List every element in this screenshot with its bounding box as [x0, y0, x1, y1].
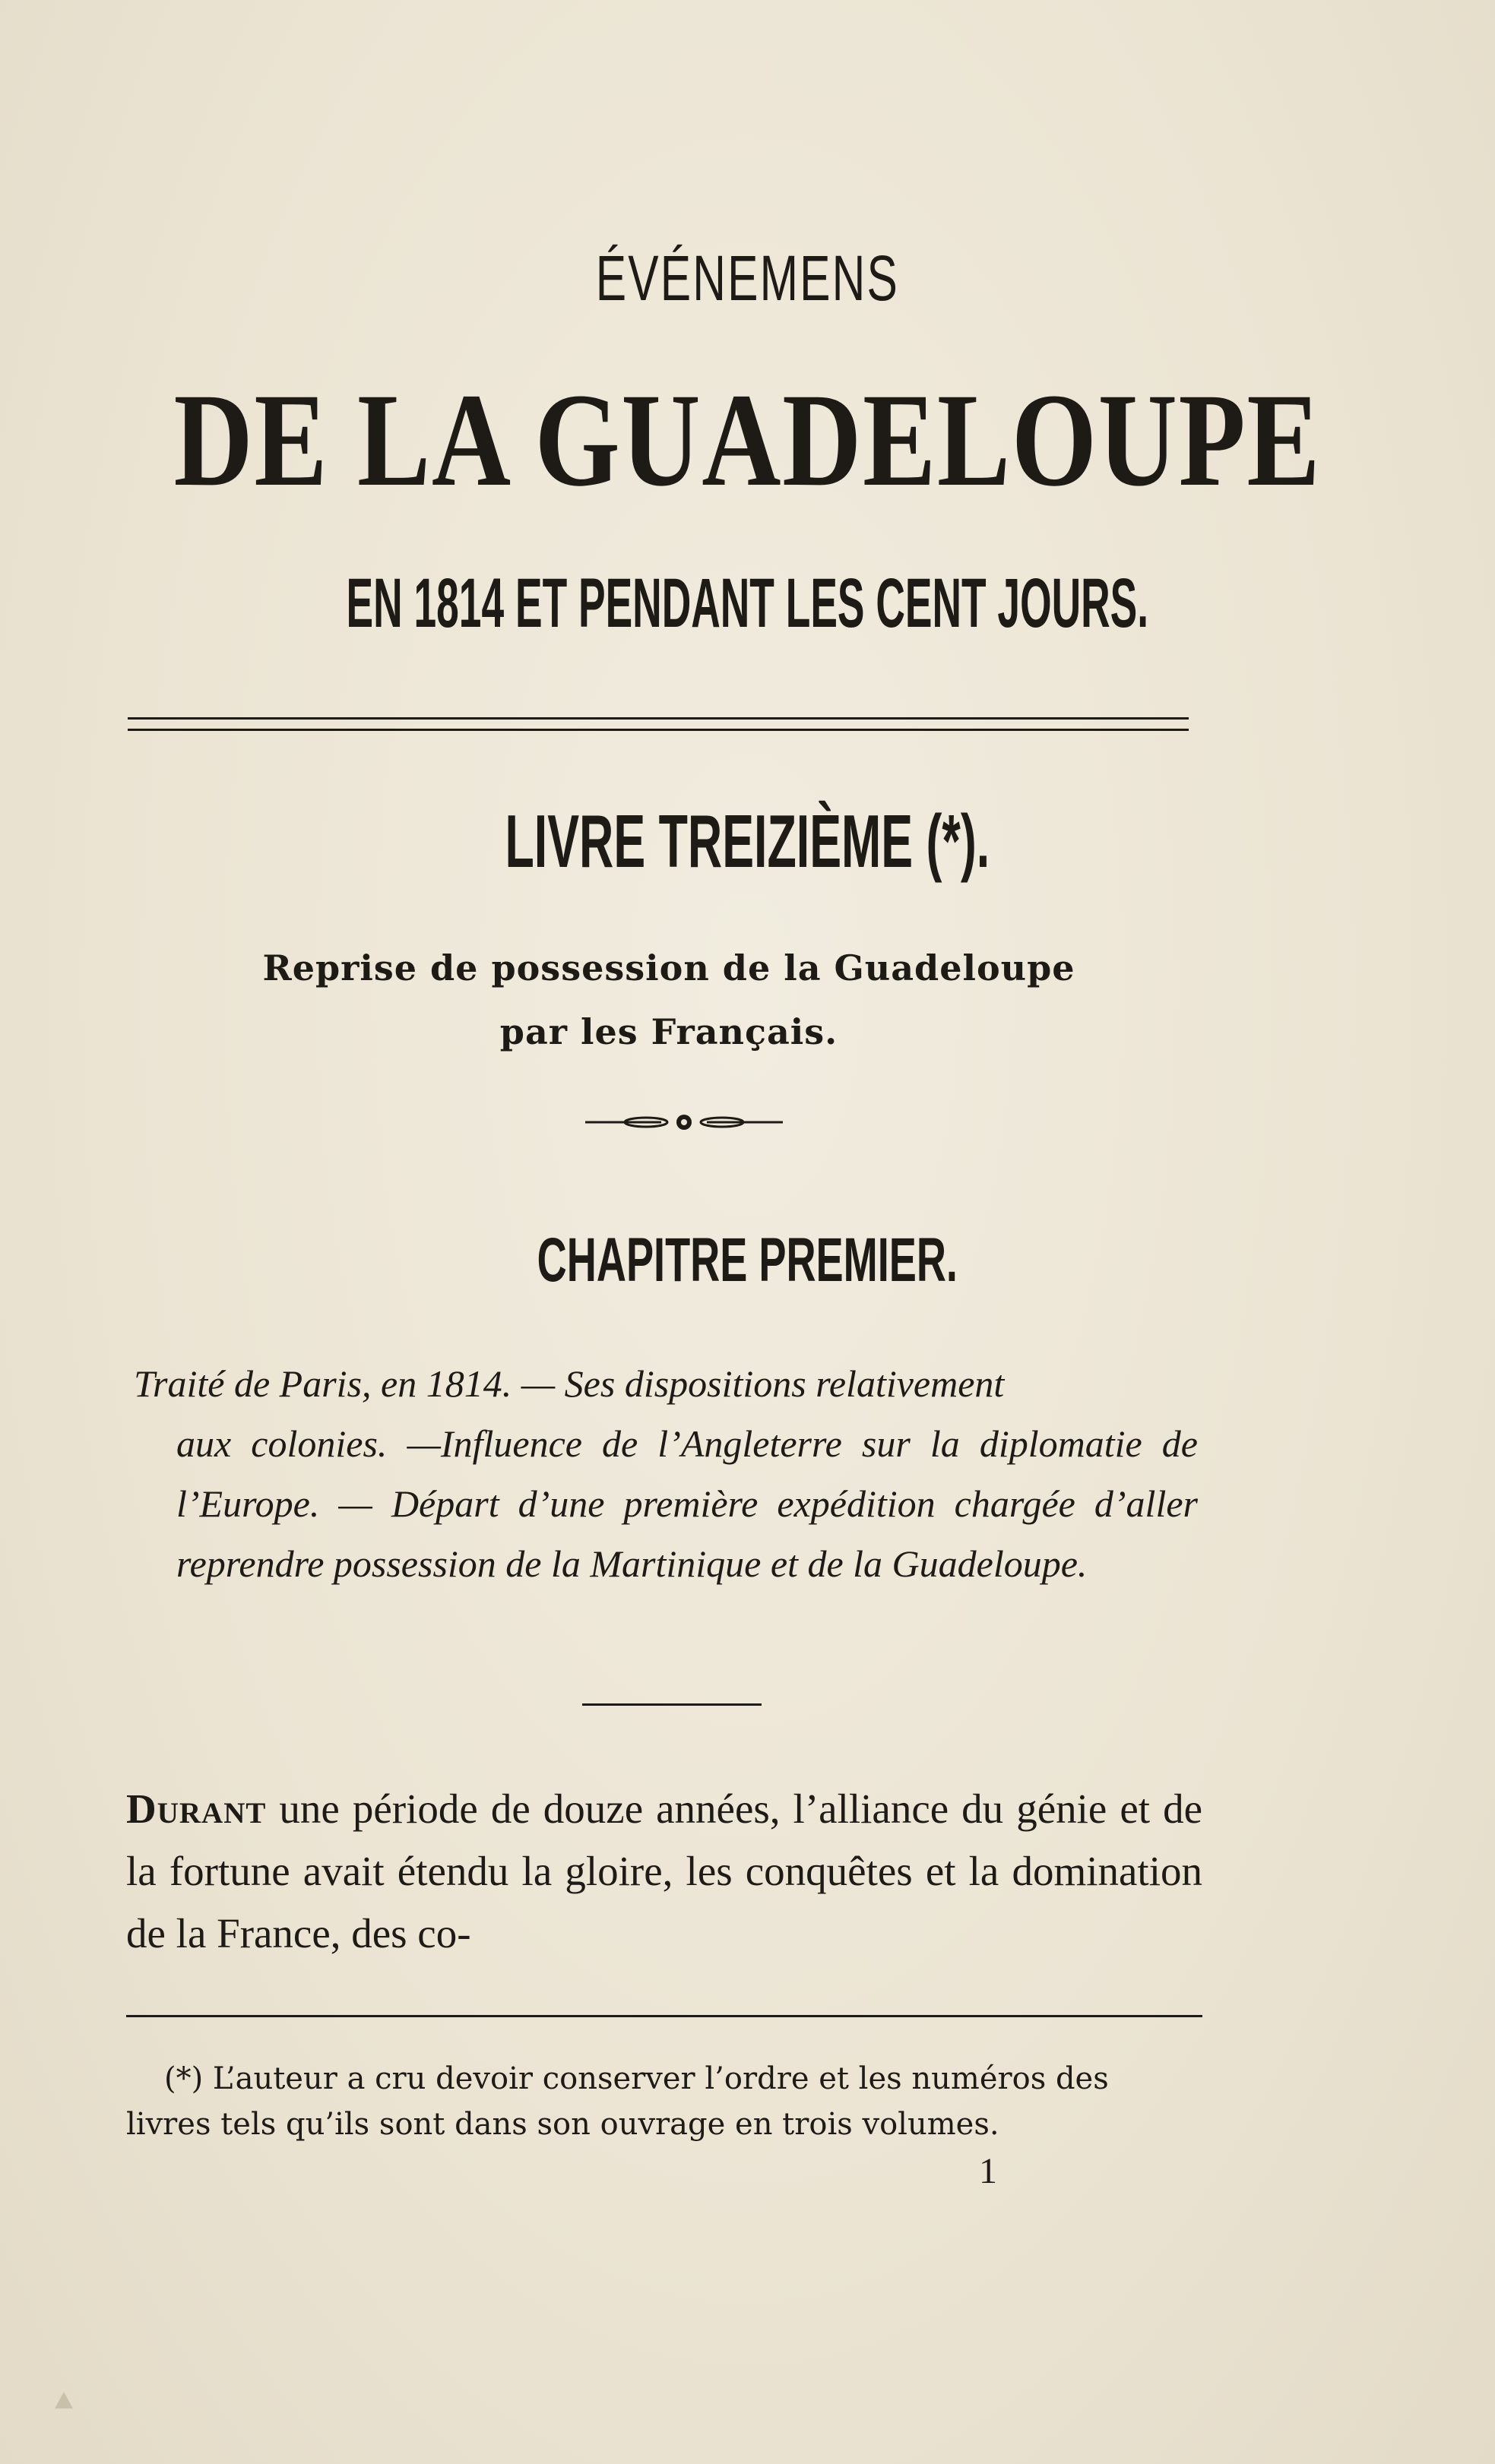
title-top: ÉVÉNEMENS: [595, 242, 899, 314]
book-subtitle: [167, 936, 1170, 1064]
body-text: une période de douze années, l’alliance du génie et de la fortune avait étendu la gloire, les conquêtes et la domination de la France, des co-: [126, 1786, 1202, 1956]
footnote-rest: livres tels qu’ils sont dans son ouvrage en trois volumes.: [126, 2107, 999, 2142]
short-rule-divider: [582, 1703, 762, 1706]
footnote-rule: [126, 2015, 1202, 2017]
chapter-heading: CHAPITRE PREMIER.: [537, 1226, 958, 1295]
footnote: [126, 2056, 1202, 2147]
ornament-divider-icon: [578, 1111, 790, 1134]
footnote-line-1: (*) L’auteur a cru devoir conserver l’ordre et les numéros des: [164, 2061, 1109, 2096]
title-subtitle: EN 1814 ET PENDANT LES CENT JOURS.: [346, 565, 1149, 642]
double-rule-divider: [128, 717, 1189, 731]
title-main: DE LA GUADELOUPE: [173, 366, 1322, 514]
chapter-summary-rest: aux colonies. —Influence de l’Angleterre sur la diplomatie de l’Europe. — Départ d’une première expédition chargée d’aller reprendre possession de la Martinique et de la Guadeloupe.: [176, 1422, 1198, 1585]
chapter-summary: [134, 1354, 1198, 1594]
lead-word: Durant: [126, 1786, 267, 1832]
book-heading: LIVRE TREIZIÈME (*).: [505, 799, 990, 883]
body-paragraph: [126, 1778, 1202, 1965]
book-subtitle-line-1: Reprise de possession de la Guadeloupe: [262, 947, 1075, 988]
corner-smudge-icon: [50, 2386, 81, 2416]
chapter-summary-line-1: Traité de Paris, en 1814. — Ses dispositions relativement: [134, 1362, 1005, 1405]
page-number: 1: [979, 2151, 997, 2191]
book-subtitle-line-2: par les Français.: [499, 1011, 838, 1052]
